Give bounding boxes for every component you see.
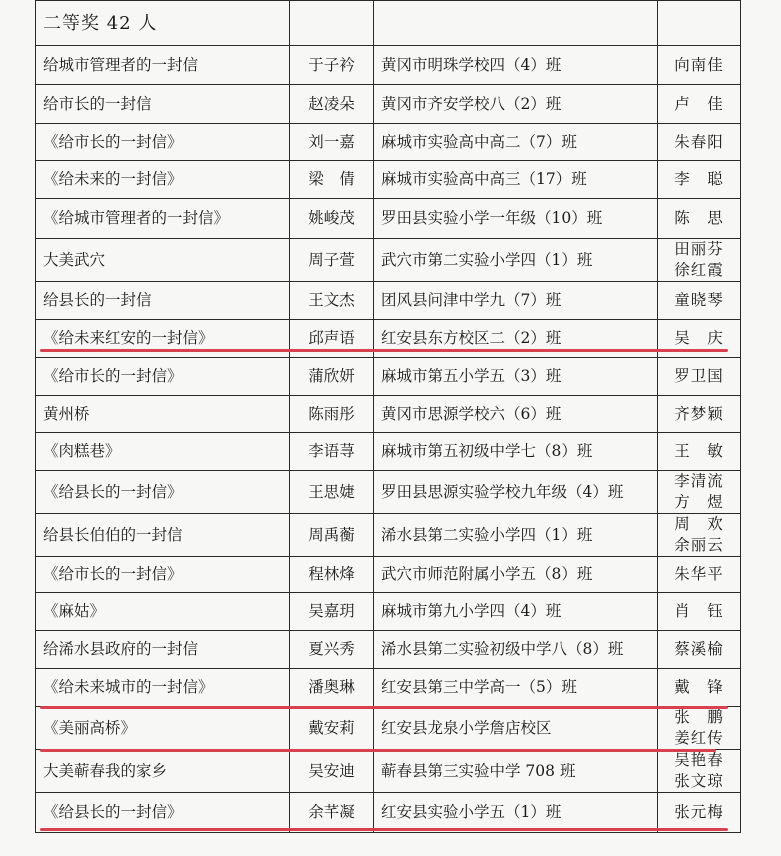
student-name: 戴安莉	[290, 707, 374, 750]
work-title: 《给未来的一封信》	[36, 161, 290, 199]
table-row	[36, 85, 741, 124]
teacher-cell	[658, 631, 741, 669]
student-name: 李语荨	[290, 433, 374, 471]
teacher-name: 李清流	[674, 472, 724, 490]
teacher-name: 肖 钰	[674, 602, 724, 620]
table-row	[36, 471, 741, 514]
work-title: 《给市长的一封信》	[36, 124, 290, 161]
work-title: 给城市管理者的一封信	[36, 46, 290, 85]
table-row	[36, 396, 741, 433]
student-name: 于子衿	[290, 46, 374, 85]
teacher-name: 姜红传	[674, 729, 724, 747]
teacher-name: 朱华平	[674, 565, 724, 583]
teacher-cell	[658, 471, 741, 514]
table-row	[36, 514, 741, 557]
teacher-name: 朱春阳	[674, 132, 724, 151]
section-title: 二等奖 42 人	[36, 1, 290, 46]
work-title: 《给县长的一封信》	[36, 793, 290, 833]
teacher-name: 童晓琴	[674, 291, 724, 309]
work-title: 《给未来红安的一封信》	[36, 320, 290, 358]
teacher-name: 吴 庆	[674, 329, 724, 347]
work-title: 《给未来城市的一封信》	[36, 669, 290, 707]
table-row	[36, 46, 741, 85]
school-class: 浠水县第二实验小学四（1）班	[374, 514, 658, 557]
teacher-cell	[658, 46, 741, 85]
header-empty-cell	[374, 1, 658, 46]
student-name: 吴安迪	[290, 750, 374, 793]
work-title: 大美武穴	[36, 239, 290, 282]
school-class: 罗田县实验小学一年级（10）班	[374, 199, 658, 239]
teacher-cell	[658, 557, 741, 593]
teacher-cell	[658, 514, 741, 557]
teacher-cell	[658, 358, 741, 396]
table-row	[36, 750, 741, 793]
student-name: 夏兴秀	[290, 631, 374, 669]
teacher-name: 陈 思	[674, 209, 724, 227]
table-row	[36, 358, 741, 396]
table-row	[36, 631, 741, 669]
teacher-name: 吴艳春	[674, 751, 724, 769]
student-name: 梁 倩	[290, 161, 374, 199]
red-underline-mark	[40, 706, 728, 709]
school-class: 黄冈市明珠学校四（4）班	[374, 46, 658, 85]
work-title: 《给市长的一封信》	[36, 557, 290, 593]
teacher-name: 周 欢	[674, 515, 724, 533]
student-name: 周禹蘅	[290, 514, 374, 557]
teacher-name: 方 煜	[674, 493, 724, 511]
red-underline-mark	[40, 828, 728, 831]
teacher-cell	[658, 282, 741, 320]
teacher-name: 张文琼	[674, 772, 724, 790]
student-name: 蒲欣妍	[290, 358, 374, 396]
work-title: 给县长的一封信	[36, 282, 290, 320]
student-name: 姚峻茂	[290, 199, 374, 239]
student-name: 潘奥琳	[290, 669, 374, 707]
school-class: 麻城市第九小学四（4）班	[374, 593, 658, 631]
table-row	[36, 282, 741, 320]
teacher-name: 徐红霞	[674, 261, 724, 279]
work-title: 给县长伯伯的一封信	[36, 514, 290, 557]
work-title: 《麻姑》	[36, 593, 290, 631]
work-title: 《给市长的一封信》	[36, 358, 290, 396]
red-underline-mark	[40, 349, 728, 352]
teacher-name: 蔡溪榆	[674, 640, 724, 658]
red-underline-mark	[40, 749, 716, 752]
teacher-name: 罗卫国	[674, 367, 724, 385]
table-row	[36, 161, 741, 199]
table-row	[36, 707, 741, 750]
table-row	[36, 793, 741, 833]
work-title: 《给县长的一封信》	[36, 471, 290, 514]
work-title: 《给城市管理者的一封信》	[36, 199, 290, 239]
work-title: 《肉糕巷》	[36, 433, 290, 471]
school-class: 红安县第三中学高一（5）班	[374, 669, 658, 707]
teacher-cell	[658, 396, 741, 433]
student-name: 周子萱	[290, 239, 374, 282]
school-class: 罗田县思源实验学校九年级（4）班	[374, 471, 658, 514]
teacher-name: 张元梅	[674, 803, 724, 821]
student-name: 刘一嘉	[290, 124, 374, 161]
school-class: 武穴市第二实验小学四（1）班	[374, 239, 658, 282]
school-class: 团风县问津中学九（7）班	[374, 282, 658, 320]
school-class: 麻城市实验高中高三（17）班	[374, 161, 658, 199]
teacher-cell	[658, 161, 741, 199]
work-title: 黄州桥	[36, 396, 290, 433]
student-name: 王文杰	[290, 282, 374, 320]
school-class: 蕲春县第三实验中学 708 班	[374, 750, 658, 793]
teacher-cell	[658, 750, 741, 793]
school-class: 黄冈市思源学校六（6）班	[374, 396, 658, 433]
table-row	[36, 593, 741, 631]
teacher-cell	[658, 793, 741, 833]
header-empty-cell	[658, 1, 741, 46]
work-title: 大美蕲春我的家乡	[36, 750, 290, 793]
teacher-cell	[658, 124, 741, 161]
teacher-cell	[658, 199, 741, 239]
teacher-name: 向南佳	[674, 55, 724, 74]
table-row	[36, 199, 741, 239]
student-name: 赵凌朵	[290, 85, 374, 124]
school-class: 麻城市实验高中高二（7）班	[374, 124, 658, 161]
student-name: 陈雨彤	[290, 396, 374, 433]
teacher-cell	[658, 239, 741, 282]
work-title: 给浠水县政府的一封信	[36, 631, 290, 669]
school-class: 红安县实验小学五（1）班	[374, 793, 658, 833]
teacher-name: 张 鹏	[674, 708, 724, 726]
table-row	[36, 669, 741, 707]
school-class: 红安县东方校区二（2）班	[374, 320, 658, 358]
header-empty-cell	[290, 1, 374, 46]
teacher-cell	[658, 85, 741, 124]
teacher-name: 王 敏	[674, 442, 724, 460]
school-class: 麻城市第五初级中学七（8）班	[374, 433, 658, 471]
work-title: 《美丽高桥》	[36, 707, 290, 750]
teacher-cell	[658, 593, 741, 631]
school-class: 武穴市师范附属小学五（8）班	[374, 557, 658, 593]
student-name: 余芊凝	[290, 793, 374, 833]
table-row	[36, 557, 741, 593]
student-name: 程林烽	[290, 557, 374, 593]
teacher-name: 田丽芬	[674, 240, 724, 258]
table-row	[36, 239, 741, 282]
teacher-cell	[658, 707, 741, 750]
school-class: 浠水县第二实验初级中学八（8）班	[374, 631, 658, 669]
teacher-name: 卢 佳	[674, 94, 724, 113]
table-row	[36, 124, 741, 161]
school-class: 麻城市第五小学五（3）班	[374, 358, 658, 396]
teacher-cell	[658, 433, 741, 471]
teacher-name: 齐梦颖	[674, 404, 724, 423]
work-title: 给市长的一封信	[36, 85, 290, 124]
teacher-name: 戴 锋	[674, 678, 724, 696]
school-class: 黄冈市齐安学校八（2）班	[374, 85, 658, 124]
student-name: 吴嘉玥	[290, 593, 374, 631]
student-name: 王思婕	[290, 471, 374, 514]
teacher-cell	[658, 669, 741, 707]
table-row	[36, 433, 741, 471]
student-name: 邱声语	[290, 320, 374, 358]
teacher-name: 李 聪	[674, 170, 724, 188]
teacher-name: 余丽云	[674, 536, 724, 554]
school-class: 红安县龙泉小学詹店校区	[374, 707, 658, 750]
section-header-row	[36, 1, 741, 46]
